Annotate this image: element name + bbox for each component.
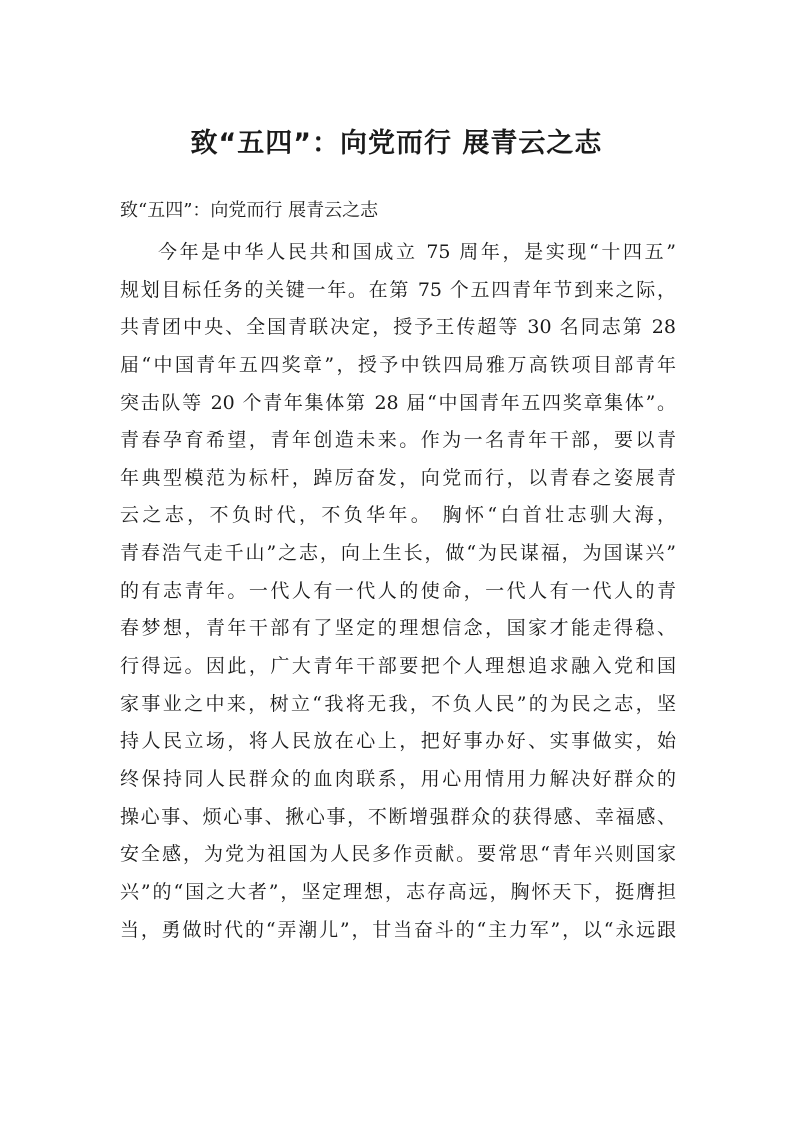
body-line: 规划目标任务的关键一年。在第 75 个五四青年节到来之际， xyxy=(120,278,676,301)
body-line: 云之志，不负时代，不负华年。 胸怀“白首壮志驯大海， xyxy=(120,504,676,527)
body-line: 终保持同人民群众的血肉联系，用心用情用力解决好群众的 xyxy=(120,767,676,790)
body-line: 持人民立场，将人民放在心上，把好事办好、实事做实，始 xyxy=(120,730,676,753)
body-line: 家事业之中来，树立“我将无我，不负人民”的为民之志，坚 xyxy=(120,692,676,715)
body-line: 突击队等 20 个青年集体第 28 届“中国青年五四奖章集体”。 xyxy=(120,391,676,414)
body-line: 操心事、烦心事、揪心事，不断增强群众的获得感、幸福感、 xyxy=(120,805,676,828)
body-line: 今年是中华人民共和国成立 75 周年，是实现“十四五” xyxy=(158,241,676,263)
body-line: 届“中国青年五四奖章”，授予中铁四局雅万高铁项目部青年 xyxy=(120,353,676,376)
body-line: 行得远。因此，广大青年干部要把个人理想追求融入党和国 xyxy=(120,655,676,678)
body-line: 青春浩气走千山”之志，向上生长，做“为民谋福，为国谋兴” xyxy=(120,542,676,565)
body-line: 当，勇做时代的“弄潮儿”，甘当奋斗的“主力军”，以“永远跟 xyxy=(120,918,676,941)
document-subtitle: 致“五四”：向党而行 展青云之志 xyxy=(120,200,379,221)
body-line: 年典型模范为标杆，踔厉奋发，向党而行，以青春之姿展青 xyxy=(120,466,676,489)
document-body xyxy=(120,234,676,949)
body-line: 兴”的“国之大者”，坚定理想，志存高远，胸怀天下，挺膺担 xyxy=(120,880,676,903)
document-title: 致“五四”：向党而行 展青云之志 xyxy=(190,128,603,159)
body-line: 的有志青年。一代人有一代人的使命，一代人有一代人的青 xyxy=(120,579,676,602)
body-line: 安全感，为党为祖国为人民多作贡献。要常思“青年兴则国家 xyxy=(120,843,676,866)
body-line: 春梦想，青年干部有了坚定的理想信念，国家才能走得稳、 xyxy=(120,617,676,640)
body-line: 共青团中央、全国青联决定，授予王传超等 30 名同志第 28 xyxy=(120,316,676,339)
body-line: 青春孕育希望，青年创造未来。作为一名青年干部，要以青 xyxy=(120,429,676,452)
